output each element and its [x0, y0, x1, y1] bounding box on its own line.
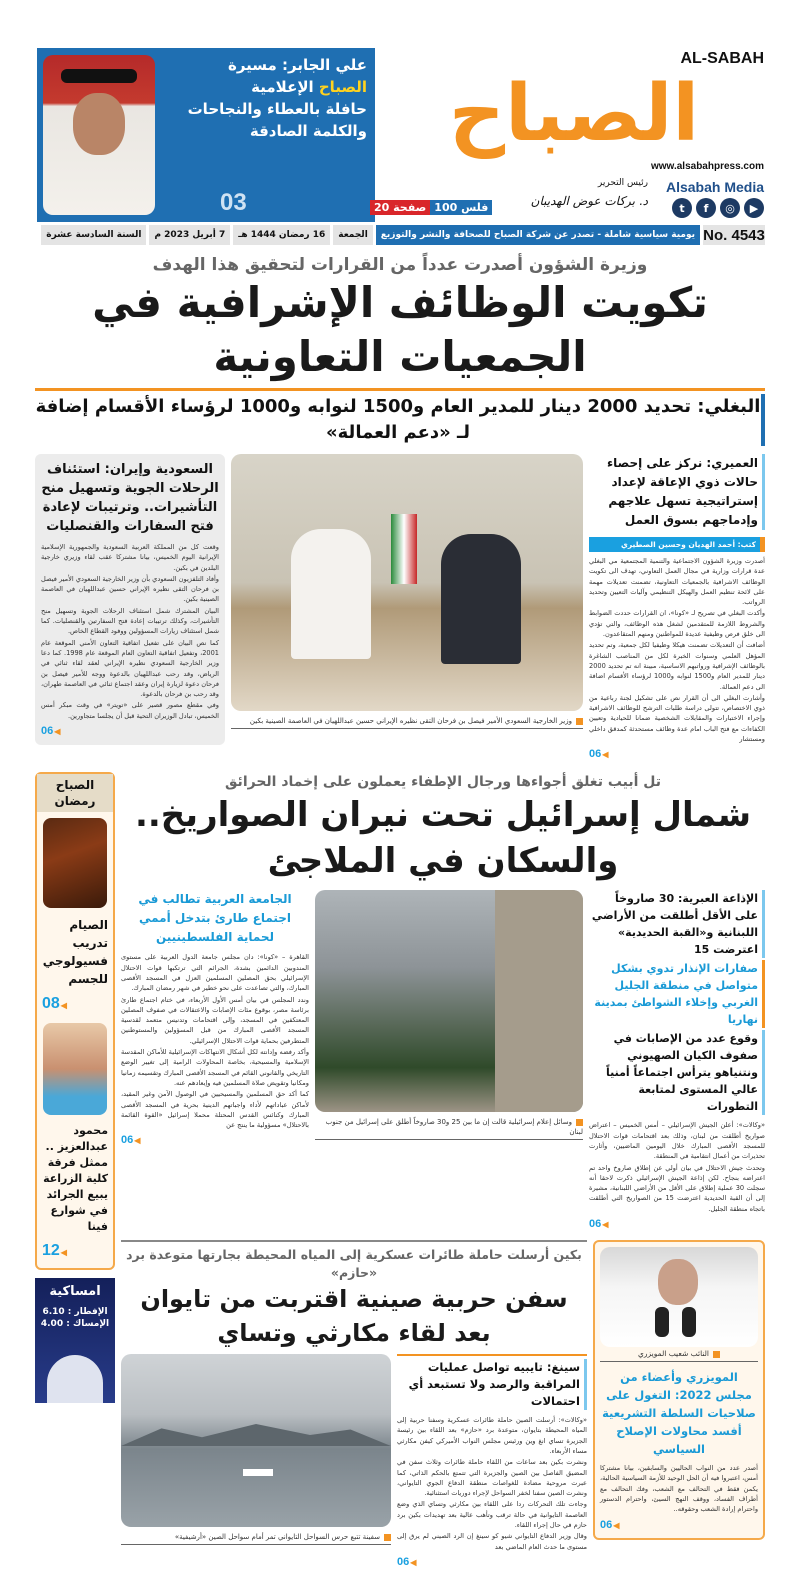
promo-line-brand: الصباح	[318, 78, 367, 96]
lead-subheadline[interactable]: البغلي: تحديد 2000 دينار للمدير العام و1500 لنوابه و1000 لرؤساء الأقسام إضافة لـ «دعم العمالة»	[35, 394, 765, 446]
lead-headline[interactable]: تكويت الوظائف الإشرافية في الجمعيات التعاونية	[92, 278, 708, 381]
story-body	[397, 1415, 587, 1552]
lower-main	[121, 772, 765, 1570]
row-top-stories	[35, 454, 765, 762]
promo-headline	[161, 54, 367, 142]
editor-signature: د. بركات عوض الهديبان	[530, 194, 648, 208]
israel-headline[interactable]: شمال إسرائيل تحت نيران الصواريخ.. والسكان في الملاجئ	[134, 795, 752, 882]
logo: الصباح	[448, 69, 700, 159]
photo-caption: وزير الخارجية السعودي الأمير فيصل بن فرحان التقى نظيره الإيراني حسين عبداللهيان في العاصمة الصينية بكين	[231, 714, 583, 729]
lead-kicker: وزيرة الشؤون أصدرت عدداً من القرارات لتحقيق هذا الهدف	[152, 255, 648, 275]
story-headline: السعودية وإيران: استئناف الرحلات الجوية وتسهيل منح التأشيرات.. وترتيبات لإعادة فتح السفارات والقنصليات	[41, 462, 219, 534]
china-kicker: بكين أرسلت حاملة طائرات عسكرية إلى المياه المحيطة بجارتها متوعدة برد «حازم»	[126, 1247, 582, 1281]
paragraph: وأكدت البغلي في تصريح لـ «كونا»، ان القرارات حددت الضوابط والشروط اللازمة للمتقدمين لشغل هذه الوظائف، والتي تؤدي الى خلق فرص وظيفية عديدة للمواطنين ومنهم المتقاعدون.	[589, 609, 765, 639]
page-ref[interactable]: 06 ◀	[589, 1217, 765, 1232]
hijri-date: 16 رمضان 1444 هـ	[233, 225, 330, 245]
editor-title: رئيس التحرير	[597, 178, 648, 188]
page-ref[interactable]: 12 ◀	[37, 1240, 113, 1264]
page-ref[interactable]: 06 ◀	[121, 1133, 309, 1148]
paragraph: وأكد رفضه وإدانته لكل أشكال الانتهاكات الإسرائيلية للأماكن المقدسة الإسلامية والمسيحية، بخاصة المحاولات الرامية إلى تغيير الوضع التاريخي والقانوني القائم في المسجد الأقصى المبارك وتقسيمه زمانيا ومكانيا وتقويض صلاة المسلمين فيه وإبعادهم عنه.	[121, 1048, 309, 1087]
photo-caption: النائب شعيب المويزري	[600, 1347, 758, 1362]
mosque-icon	[47, 1355, 103, 1403]
facebook-icon[interactable]: f	[696, 198, 716, 218]
twitter-icon[interactable]: t	[672, 198, 692, 218]
muwaizri-story[interactable]	[593, 1240, 765, 1539]
dates-photo	[43, 818, 107, 908]
taiwan-story[interactable]	[397, 1354, 587, 1570]
price: 100 فلس	[430, 200, 492, 215]
photo-caption: وسائل إعلام إسرائيلية قالت إن ما بين 25 و30 صاروخاً أطلق على إسرائيل من جنوب لبنان	[315, 1115, 583, 1140]
iftar-time: الإفطار : 6.10	[42, 1307, 108, 1318]
byline: كتب: أحمد الهديان وحسين الصطيري	[589, 537, 765, 552]
promo-line: الإعلامية	[251, 78, 314, 96]
paragraph: أصدرت وزيرة الشؤون الاجتماعية والتنمية المجتمعية مي البغلي عدة قرارات وزارية في مجال العمل التعاوني، تهدف الى تكويت الوظائف الاشرافية بالجمعيات التعاونية، تضمنت تعديلات مهمة على لائحة تنظيم العمل والهيكل التنظيمي وآليات التعيين وتحديد الرواتب.	[589, 557, 765, 607]
page-ref[interactable]: 06 ◀	[600, 1518, 758, 1533]
point: وقوع عدد من الإصابات في صفوف الكيان الصهيوني ونتنياهو يترأس اجتماعاً أمنياً عالي المستوى لمتابعة التطورات	[589, 1030, 765, 1115]
paragraph: وندد المجلس في بيان أمس الأول الأربعاء، في ختام اجتماع طارئ برئاسة مصر، بوقوع مئات الإصابات والاعتقالات في صفوف المصلين المعتكفين في المسجد، وإلى اقتحامات وتدنيس متعمد لقدسية المسجد الأقصى المبارك من قبل المسؤولين والمستوطنين المتطرفين بحماية قوات الاحتلال الإسرائيلي.	[121, 995, 309, 1045]
youtube-icon[interactable]: ▶	[744, 198, 764, 218]
paragraph: البيان المشترك شمل استئناف الرحلات الجوية وتسهيل منح التأشيرات، وكذلك ترتيبات إعادة فتح السفارتين والقنصليات. كما شمل استئناف زيارات المسؤولين ووفود القطاع الخاص.	[41, 606, 219, 636]
story-headline: العميري: نركز على إحصاء حالات ذوي الإعاقة لإعداد إستراتيجية تسهل علاجهم وإدماجهم بسوق العمل	[589, 454, 765, 530]
story-headline: سينغ: تايبيه تواصل عمليات المراقبة والرصد ولا تستبعد أي احتمالات	[397, 1359, 587, 1410]
paragraph: «وكالات»: أرسلت الصين حاملة طائرات عسكرية وسفنا حربية إلى المياه المحيطة بتايوان، متوعدة برد «حازم» بعد اللقاء بين رئيسة الجزيرة تساي انغ وين ورئيس مجلس النواب الأميركي كيفن مكارثي مساء الأربعاء.	[397, 1416, 587, 1455]
story-headline: الجامعة العربية تطالب في اجتماع طارئ بتدخل أممي لحماية الفلسطينيين	[138, 892, 292, 945]
photo-caption: سفينة تتبع حرس السواحل التايواني تمر أمام سواحل الصين «أرشيفية»	[121, 1530, 391, 1545]
website-link[interactable]: www.alsabahpress.com	[650, 161, 764, 172]
social-links	[672, 198, 764, 218]
saudi-iran-photo-block	[231, 454, 583, 729]
israel-photo	[315, 890, 583, 1112]
divider	[35, 388, 765, 391]
paragraph: وفي مقطع مصور قصير على «تويتر» في وقت مبكر أمس الخميس، تبادل الوزيران التحية قبل أن يجلسا متجاورين.	[41, 701, 219, 720]
imsakiya-box	[35, 1278, 115, 1403]
logo-en: AL-SABAH	[680, 50, 764, 67]
ramadan-headline[interactable]: الصيام تدريب فسيولوجي للجسم	[42, 918, 108, 987]
saudi-iran-photo	[231, 454, 583, 711]
story-body: أصدر عدد من النواب الحاليين والسابقين، بيانا مشتركا أمس، اعتبروا فيه أن الحل الوحيد للأزمة السياسية الحالية، يكمن فقط في التحالف مع الشعب، وفك التحالف مع أطراف الفساد، ووقف النهج السيئ، واحترام الدستور واحترام إرادة الشعب وحقوقه..	[600, 1464, 758, 1514]
actor-photo	[43, 1023, 107, 1115]
publication-year: السنة السادسة عشرة	[41, 225, 146, 245]
china-inner-row	[121, 1354, 587, 1570]
saudi-iran-story[interactable]	[35, 454, 225, 745]
gregorian-date: 7 أبريل 2023 م	[149, 225, 230, 245]
instagram-icon[interactable]: ◎	[720, 198, 740, 218]
paragraph: وجاءت تلك التحركات ردا على اللقاء بين مكارثي وتساي الذي وضع العاصمة التايوانية في حالة ترقب وتأهب عالية بعد تهديدات بكين برد حازم في حال إجراء اللقاء.	[397, 1500, 587, 1529]
israel-points[interactable]	[589, 890, 765, 1232]
promo-line: والكلمة الصادقة	[249, 122, 367, 140]
promo-photo	[43, 55, 155, 215]
day: الجمعة	[333, 225, 373, 245]
ramadan-headline[interactable]: محمود عبدالعزيز .. ممثل فرقة كلية الزراعة يبيع الجرائد في شوارع فينا	[43, 1124, 108, 1234]
china-headline[interactable]: سفن حربية صينية اقتربت من تايوان بعد لقاء مكارثي وتساي	[140, 1285, 568, 1348]
imsak-time: الإمساك : 4.00	[40, 1319, 110, 1330]
arab-league-story[interactable]	[121, 890, 309, 1148]
paragraph: «وكالات»: أعلن الجيش الإسرائيلي – أمس الخميس – اعتراض صواريخ أطلقت من لبنان، وذلك بعد اقتحامات قوات الاحتلال للمسجد الأقصى المبارك خلال اليومين الماضيين، وأثارت تحذيرات من أعمال انتقامية في المنطقة.	[589, 1121, 765, 1161]
paragraph: أضافت أن التعديلات تضمنت هيكلا وظيفيا لكل جمعية، وتم تحديد المؤهل العلمي وسنوات الخبرة لكل من المناصب الشاغرة بالوظائف الإشرافية ورواتبهم الاساسية، مبينة انه تم تحديد 2000 دينار للمدير العام و1500 لنوابه و1000 لرؤساء الأقسام اضافة الى دعم العمالة.	[589, 641, 765, 691]
promo-line: علي الجابر: مسيرة	[227, 56, 367, 74]
ramadan-column	[35, 772, 115, 1403]
imsakiya-title: امساكية	[49, 1284, 101, 1300]
publication-description: يومية سياسية شاملة - تصدر عن شركة الصباح للصحافة والنشر والتوزيع	[376, 225, 700, 245]
paragraph: كما أكد حق المسلمين والمسيحيين في الوصول الآمن وغير المقيد، لأماكن عباداتهم لأداء واجباتهم الدينية بحرية في المسجد الأقصى المبارك وكنائس القدس المحتلة محملا إسرائيل «القوة القائمة بالاحتلال» مسؤولية ما ينتج عن	[121, 1090, 309, 1130]
china-section	[121, 1240, 587, 1570]
paragraph: كما نص البيان على تفعيل اتفاقية التعاون الأمني الموقعة عام 2001، وتفعيل اتفاقية التعاون العام الموقعة عام 1998. كما دعا وزير الخارجية السعودي نظيره الإيراني لعقد لقاء ثنائي في الرياض، وقد رحب عبداللهيان بالدعوة ووجه للأمير فيصل بن فرحان دعوة لزيارة إيران وعقد اجتماع ثنائي في العاصمة طهران، وقد رحب بن فرحان بالدعوة.	[41, 638, 219, 699]
story-body	[121, 952, 309, 1130]
page-content	[0, 254, 800, 1590]
china-photo	[121, 1354, 391, 1527]
china-photo-block	[121, 1354, 391, 1545]
paragraph: ونشرت بكين بعد ساعات من اللقاء حاملة طائرات وثلاث سفن في المضيق الفاصل بين الصين والجزيرة التي تتمتع بالحكم الذاتي، كما عبرت مروحية مضادة للغواصات منطقة الدفاع الجوي التايواني، ونشرت الصين سفنا لخفر السواحل لإجراء دوريات استثنائية.	[397, 1458, 587, 1498]
israel-row	[121, 890, 765, 1232]
ramadan-sidebar	[35, 772, 115, 1270]
paragraph: وقعت كل من المملكة العربية السعودية والجمهورية الإسلامية الإيرانية اليوم الخميس، بيانا مشتركا عقب لقاء وزيري خارجية البلدين في بكين.	[41, 543, 219, 572]
israel-photo-block	[315, 890, 583, 1140]
row-lower	[35, 772, 765, 1570]
page-ref[interactable]: 08 ◀	[37, 993, 113, 1017]
promo-page-ref: 03	[220, 189, 247, 216]
price-badge	[370, 200, 492, 215]
muwaizri-photo	[600, 1247, 758, 1347]
promo-box[interactable]	[37, 48, 375, 222]
israel-kicker: تل أبيب تغلق أجواءها ورجال الإطفاء يعملون على إخماد الحرائق	[224, 774, 662, 791]
page-ref[interactable]: 06 ◀	[41, 724, 219, 739]
point: الإذاعة العبرية: 30 صاروخاً على الأقل أطلقت من الأراضي اللبنانية و«القبة الحديدية» اعترضت 15	[589, 890, 765, 958]
pages-count: 20 صفحة	[370, 200, 430, 215]
paragraph: وتحدث جيش الاحتلال في بيان أولي عن إطلاق صاروخ واحد تم اعتراضه بنجاح. لكن إذاعة الجيش الإسرائيلي ذكرت لاحقا أنه سجلت 30 عملية إطلاق على الأقل من الأراضي اللبنانية، مشيرة إلى أن القبة الحديدية اعترضت 15 من الصواريخ التي أطلقت باتجاه منطقة الجليل.	[589, 1163, 765, 1213]
story-body	[41, 542, 219, 721]
ramadan-logo: الصباح رمضان	[37, 774, 113, 812]
issue-number: No. 4543	[703, 226, 765, 244]
paragraph: وأفاد التلفزيون السعودي بأن وزير الخارجية السعودي الأمير فيصل بن فرحان التقى نظيره الإيراني حسين عبداللهيان في العاصمة الصينية بكين.	[41, 574, 219, 604]
story-headline: المويزري وأعضاء من مجلس 2022: التغول على صلاحيات السلطة التشريعية أفسد محاولات الإصلاح السياسي	[602, 1370, 756, 1457]
paragraph: القاهرة – «كونا»: دان مجلس جامعة الدول العربية على مستوى المندوبين الدائمين بشدة، الجرائم التي ترتكبها قوات الاحتلال الإسرائيلي بحق المصلين المسلمين العزل في المسجد الأقصى المبارك، والتي تصاعدت على نحو خطير في شهر رمضان المبارك.	[121, 953, 309, 993]
media-label: Alsabah Media	[665, 179, 764, 195]
china-row	[121, 1240, 765, 1570]
story-body	[589, 556, 765, 744]
dateline-bar	[41, 225, 765, 245]
page-ref[interactable]: 06 ◀	[589, 747, 765, 762]
masthead	[0, 0, 800, 248]
page-ref[interactable]: 06 ◀	[397, 1555, 587, 1570]
paragraph: وأشارت البغلي الى أن القرار نص على تشكيل لجنة رباعية من ذوي الاختصاص، تتولى دراسة طلبات الترشح للوظائف الاشرافية وإجراء الاختبارات والمقابلات الشخصية ضمانا للحيادية وتعيين الكفاءات مع فتح الباب امام عدة وظائف مستحدثة كمدقق داخلي ومستشار	[589, 693, 765, 744]
paragraph: وقال وزير الدفاع التايواني شيو كو سينغ إن الرد الصيني لم يرق إلى مستوى ما حدث العام الماضي بعد	[397, 1532, 587, 1551]
point: صفارات الإنذار تدوي بشكل متواصل في منطقة الجليل الغربي وإخلاء الشواطئ بمدينة نهاريا	[589, 960, 765, 1028]
editor-block	[488, 178, 648, 209]
promo-line: حافلة بالعطاء والنجاحات	[187, 100, 367, 118]
story-body	[589, 1120, 765, 1214]
omairi-story[interactable]	[589, 454, 765, 762]
